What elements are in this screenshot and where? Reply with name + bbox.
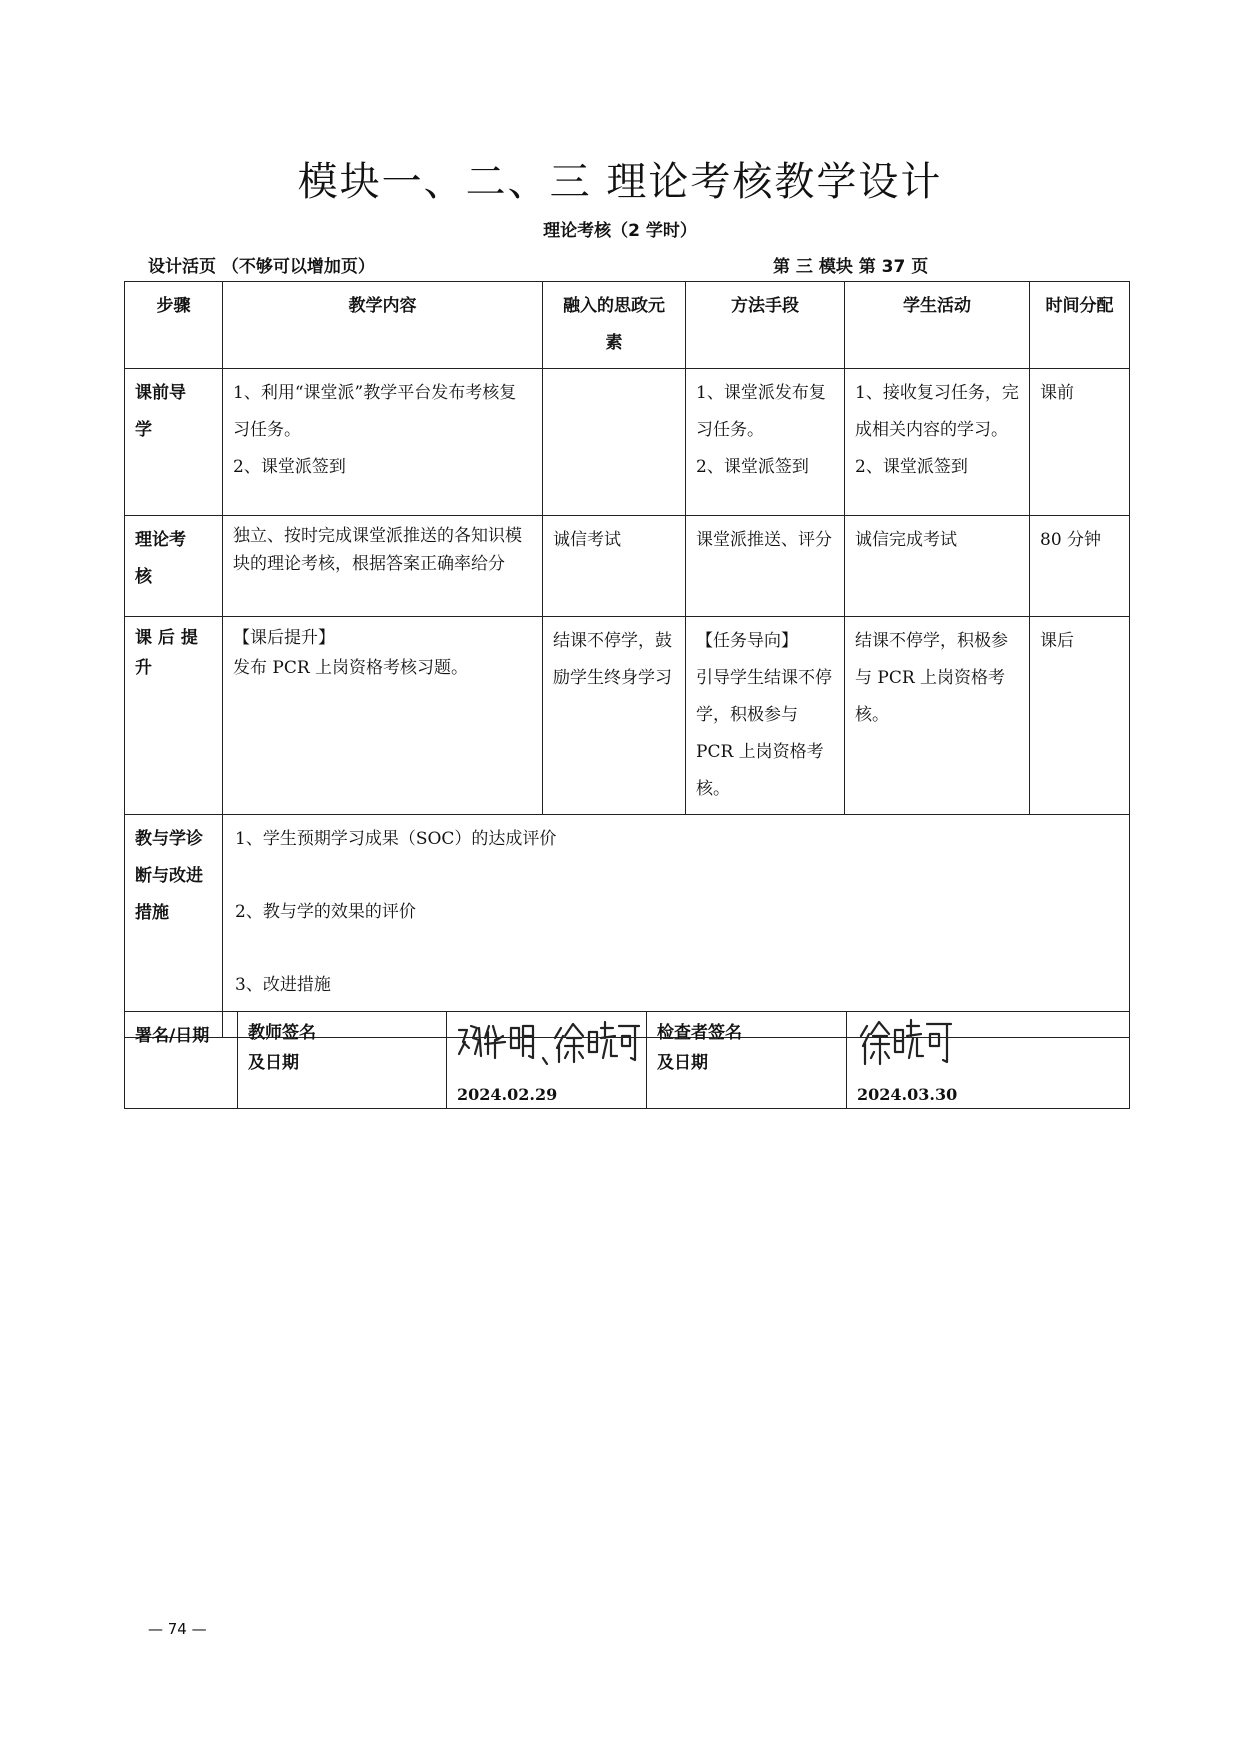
method-after-class [686, 617, 845, 815]
header-method: 方法手段 [686, 282, 845, 369]
label-line1: 教师签名 [248, 1023, 316, 1043]
header-time: 时间分配 [1030, 282, 1130, 369]
method-item: 引导学生结课不停学，积极参与 PCR 上岗资格考核。 [696, 668, 832, 799]
content-item: 1、利用“课堂派”教学平台发布考核复习任务。 [233, 383, 517, 440]
content-pre-class [223, 369, 543, 516]
spacer [235, 858, 1119, 894]
method-item: 1、课堂派发布复习任务。 [696, 383, 826, 440]
header-step: 步骤 [125, 282, 223, 369]
step-after-class [125, 617, 223, 815]
time-after-class: 课后 [1030, 617, 1130, 815]
diagnosis-content [223, 815, 1130, 1038]
teacher-signature-date: 2024.02.29 [457, 1085, 558, 1104]
step-theory-exam [125, 516, 223, 617]
table-row-after-class [125, 617, 1130, 815]
header-ideology-line1: 融入的思政元 [563, 296, 665, 316]
activity-item: 1、接收复习任务，完成相关内容的学习。 [855, 383, 1019, 440]
diagnosis-item: 2、教与学的效果的评价 [235, 902, 416, 922]
page-subtitle: 理论考核（2 学时） [543, 221, 697, 241]
page-title: 模块一、二、三 理论考核教学设计 [297, 159, 943, 205]
diagnosis-item: 3、改进措施 [235, 975, 331, 995]
diagnosis-item: 1、学生预期学习成果（SOC）的达成评价 [235, 829, 557, 849]
time-pre-class: 课前 [1030, 369, 1130, 516]
method-theory-exam [686, 516, 845, 617]
step-line1: 课 后 提 [135, 628, 198, 648]
content-theory-exam [223, 516, 543, 617]
table-header-row [125, 282, 1130, 369]
header-content: 教学内容 [223, 282, 543, 369]
activity-after-class [845, 617, 1030, 815]
content-item: 2、课堂派签到 [233, 457, 346, 477]
method-pre-class [686, 369, 845, 516]
checker-signature-cell [847, 1012, 1130, 1109]
step-line1: 课前导 [135, 383, 186, 403]
step-pre-class [125, 369, 223, 516]
step-diagnosis [125, 815, 223, 1038]
method-item: 课堂派推送、评分 [696, 530, 832, 550]
header-ideology [543, 282, 686, 369]
step-line1: 理论考 [135, 530, 186, 550]
spacer [235, 931, 1119, 967]
activity-theory-exam [845, 516, 1030, 617]
table-row-theory-exam [125, 516, 1130, 617]
signature-label: 署名/日期 [125, 1012, 238, 1109]
label-line2: 及日期 [248, 1053, 299, 1073]
header-activity: 学生活动 [845, 282, 1030, 369]
teacher-signature-cell [447, 1012, 647, 1109]
step-line2: 升 [135, 658, 152, 678]
time-theory-exam: 80 分钟 [1030, 516, 1130, 617]
signature-table [124, 1011, 1130, 1109]
label-line2: 及日期 [657, 1053, 708, 1073]
step-line3: 措施 [135, 903, 169, 923]
header-ideology-line2: 素 [605, 333, 623, 353]
checker-signature-image [857, 1016, 957, 1070]
teaching-design-table [124, 281, 1130, 1038]
activity-item: 2、课堂派签到 [855, 457, 968, 477]
content-item: 【课后提升】 [233, 628, 335, 648]
method-item: 2、课堂派签到 [696, 457, 809, 477]
activity-pre-class [845, 369, 1030, 516]
activity-item: 诚信完成考试 [855, 530, 957, 550]
method-item: 【任务导向】 [696, 631, 798, 651]
step-line2: 断与改进 [135, 866, 203, 886]
checker-signature-label [647, 1012, 847, 1109]
design-sheet-label: 设计活页 （不够可以增加页） [148, 257, 375, 277]
content-after-class [223, 617, 543, 815]
ideology-theory-exam: 诚信考试 [543, 516, 686, 617]
table-row-pre-class [125, 369, 1130, 516]
checker-signature-date: 2024.03.30 [857, 1085, 958, 1104]
page-number: — 74 — [148, 1620, 207, 1638]
content-item: 独立、按时完成课堂派推送的各知识模块的理论考核，根据答案正确率给分 [233, 526, 522, 574]
teacher-signature-image [455, 1018, 640, 1068]
table-row-diagnosis [125, 815, 1130, 1038]
step-line1: 教与学诊 [135, 829, 203, 849]
step-line2: 学 [135, 420, 152, 440]
ideology-pre-class [543, 369, 686, 516]
activity-item: 结课不停学，积极参与 PCR 上岗资格考核。 [855, 631, 1008, 725]
step-line2: 核 [135, 567, 152, 587]
ideology-after-class: 结课不停学，鼓励学生终身学习 [543, 617, 686, 815]
signature-row [125, 1012, 1130, 1109]
label-line1: 检查者签名 [657, 1023, 742, 1043]
teacher-signature-label [238, 1012, 447, 1109]
content-item: 发布 PCR 上岗资格考核习题。 [233, 658, 469, 678]
module-page-label: 第 三 模块 第 37 页 [773, 257, 929, 277]
